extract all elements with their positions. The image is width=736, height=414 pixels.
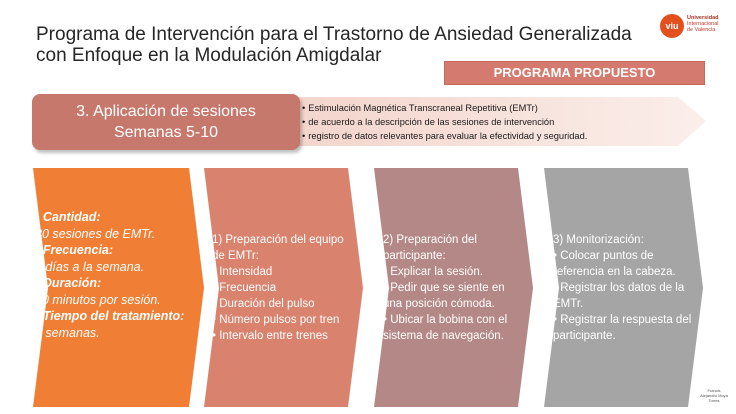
title-line-2: con Enfoque en la Modulación Amigdalar <box>36 45 382 66</box>
schedule-label: Duración <box>42 276 98 290</box>
card-item: • Registrar los datos de la EMTr. <box>553 282 685 310</box>
logo-mark: viu <box>660 14 684 38</box>
schedule-value: 5 días a la semana. <box>35 259 145 274</box>
card-schedule: • Cantidad: 30 sesiones de EMTr. • Frecuencia: 5 días a la semana. • Duración: 30 minutos por sesión. • Tiempo del tratamiento: 6 semanas. <box>35 210 185 340</box>
program-banner: PROGRAMA PROPUESTO <box>444 61 705 85</box>
author-footer: Francis Alejandro Moya Torres <box>700 388 728 403</box>
phase-box <box>32 94 300 150</box>
card-item: • Ubicar la bobina con el sistema de navegación. <box>383 314 508 342</box>
card-equipment <box>212 232 357 344</box>
card-heading: 2) Preparación del participante: <box>383 234 477 262</box>
logo-line-1: Universidad <box>687 15 719 21</box>
card-heading: 3) Monitorización: <box>553 234 644 246</box>
card-item: • Duración del pulso <box>212 298 315 310</box>
schedule-value: 6 semanas. <box>35 325 100 340</box>
title-line-1: Programa de Intervención para el Trastorno de Ansiedad Generalizada <box>36 24 632 45</box>
phase-title: 3. Aplicación de sesiones <box>76 103 256 120</box>
logo-line-3: de Valencia <box>687 27 716 33</box>
schedule-value: 30 sesiones de EMTr. <box>35 226 156 241</box>
card-monitoring <box>553 232 698 344</box>
card-item: • Frecuencia <box>212 282 277 294</box>
card-item: • Colocar puntos de referencia en la cabeza. <box>553 250 676 278</box>
card-heading: 1) Preparación del equipo de EMTr: <box>212 234 344 262</box>
schedule-label: Cantidad <box>42 210 97 224</box>
phase-bullets <box>302 101 587 143</box>
card-item: • Número pulsos por tren <box>212 314 340 326</box>
phase-bullet: • Estimulación Magnética Transcraneal Repetitiva (EMTr) <box>302 101 587 115</box>
card-item: • Pedir que se siente en una posición cómoda. <box>383 282 505 310</box>
phase-weeks: Semanas 5-10 <box>113 124 219 141</box>
schedule-value: 30 minutos por sesión. <box>35 292 161 307</box>
logo-line-2: Internacional <box>687 21 719 27</box>
card-item: • Intensidad <box>212 266 273 278</box>
schedule-label: Frecuencia <box>42 243 109 257</box>
card-participant <box>383 232 523 344</box>
phase-bullet: • de acuerdo a la descripción de las sesiones de intervención <box>302 115 587 129</box>
card-item: • Explicar la sesión. <box>383 266 483 278</box>
card-item: • Registrar la respuesta del participante. <box>553 314 692 342</box>
card-item: • Intervalo entre trenes <box>212 330 328 342</box>
phase-bullet: • registro de datos relevantes para evaluar la efectividad y seguridad. <box>302 129 587 143</box>
schedule-label: Tiempo del tratamiento <box>42 309 181 323</box>
